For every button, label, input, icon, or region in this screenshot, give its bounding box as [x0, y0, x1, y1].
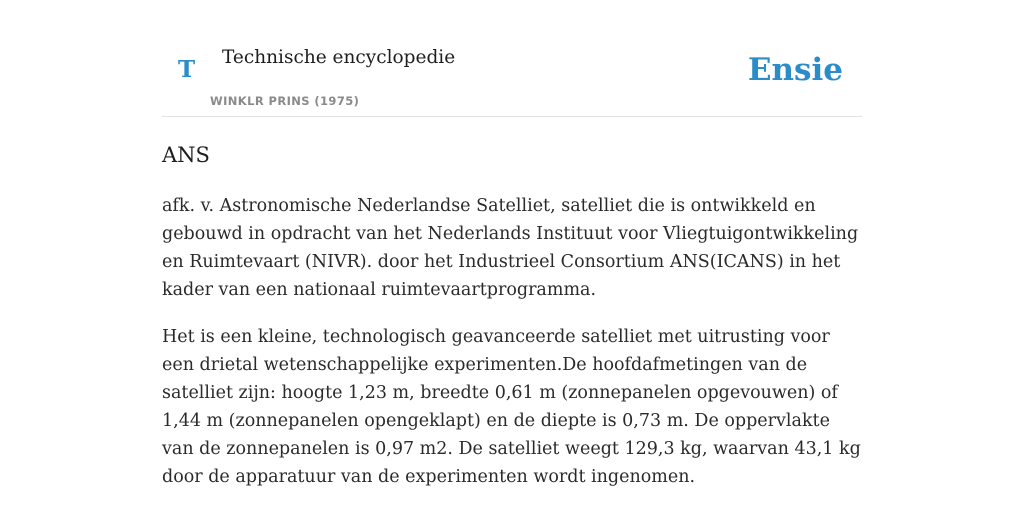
ensie-logo[interactable]: Ensie	[747, 52, 843, 88]
book-header	[162, 0, 862, 117]
entry-content	[162, 192, 867, 510]
entry-paragraph: Het is een kleine, technologisch geavanceerde satelliet met uitrusting voor een drietal wetenschappelijke experimenten.De hoofdafmetingen van de satelliet zijn: hoogte 1,23 m, breedte 0,61 m (zonnepanelen opgevouwen) of 1,44 m (zonnepanelen opengeklapt) en de diepte is 0,73 m. De oppervlakte van de zonnepanelen is 0,97 m2. De satelliet weegt 129,3 kg, waarvan 43,1 kg door de apparatuur van de experimenten wordt ingenomen.	[162, 327, 861, 487]
book-logo[interactable]: T	[178, 56, 196, 83]
book-source: WINKLR PRINS (1975)	[210, 94, 360, 108]
book-title-link[interactable]: Technische encyclopedie	[222, 47, 456, 68]
entry-title: ANS	[162, 143, 210, 167]
entry-paragraph: afk. v. Astronomische Nederlandse Satelliet, satelliet die is ontwikkeld en gebouwd in opdracht van het Nederlands Instituut voor Vliegtuigontwikkeling en Ruimtevaart (NIVR). door het Industrieel Consortium ANS(ICANS) in het kader van een nationaal ruimtevaartprogramma.	[162, 196, 859, 300]
